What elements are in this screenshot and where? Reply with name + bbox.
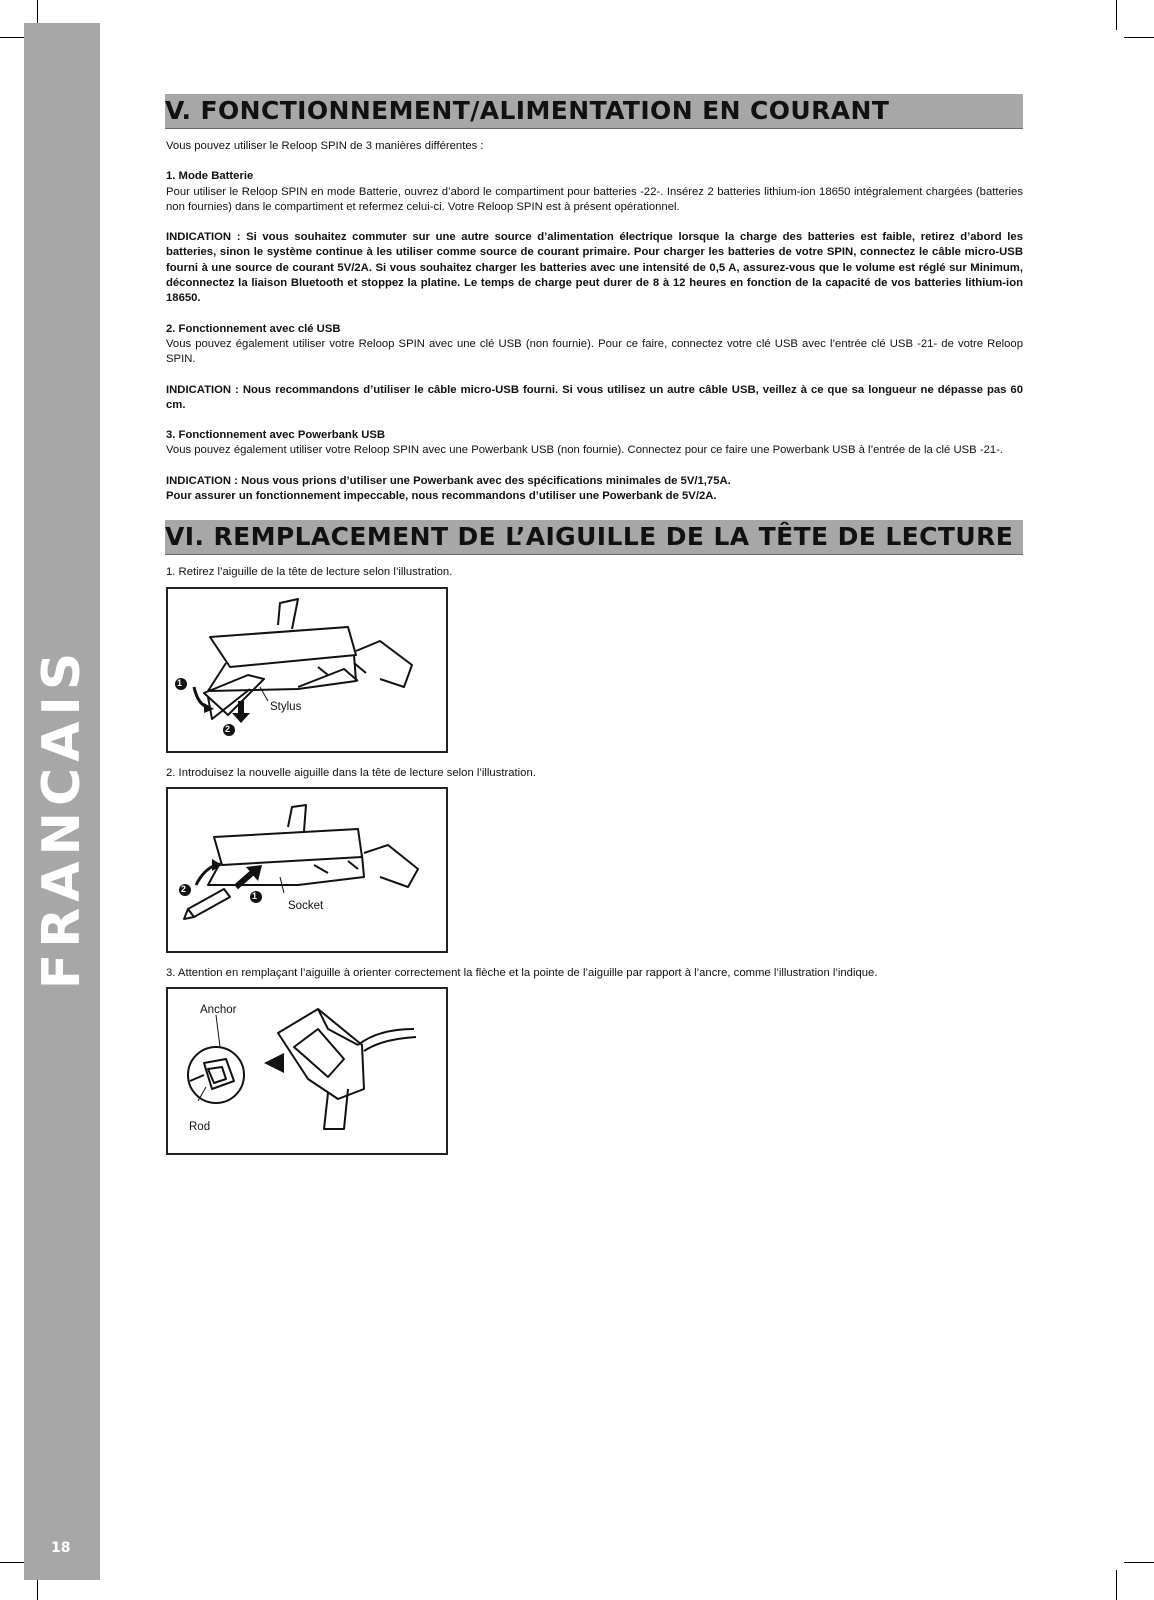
step-2-text: 2. Introduisez la nouvelle aiguille dans la tête de lecture selon l’illustration. [166, 766, 536, 779]
step-marker-1: 1 [252, 890, 258, 901]
stylus-label: Stylus [270, 700, 302, 713]
intro-text: Vous pouvez utiliser le Reloop SPIN de 3 manières différentes : [166, 140, 484, 152]
section-title: VI. REMPLACEMENT DE L’AIGUILLE DE LA TÊTE DE LECTURE [165, 522, 1014, 552]
step-marker-2: 2 [225, 723, 231, 734]
powerbank-heading: 3. Fonctionnement avec Powerbank USB [166, 429, 386, 442]
section-header-vi [165, 520, 1023, 555]
cartridge-illustration [168, 589, 446, 751]
anchor-label: Anchor [200, 1004, 237, 1017]
stylus-insert-figure [166, 787, 448, 953]
page-number: 18 [51, 1540, 71, 1556]
stylus-removal-figure [166, 587, 448, 753]
usb-note: INDICATION : Nous recommandons d’utiliser le câble micro-USB fourni. Si vous utilisez un autre câble USB, veillez à ce que sa longueur ne dépasse pas 60 cm. [166, 383, 1023, 411]
powerbank-note: INDICATION : Nous vous prions d’utiliser une Powerbank avec des spécifications minimales de 5V/1,75A. [166, 474, 731, 487]
crop-mark [1124, 1562, 1154, 1563]
language-label: FRANCAIS [32, 646, 92, 990]
usb-heading: 2. Fonctionnement avec clé USB [166, 322, 341, 335]
anchor-alignment-figure [166, 987, 448, 1155]
crop-mark [1116, 0, 1117, 30]
step-marker-1: 1 [177, 677, 183, 688]
language-sidebar [24, 23, 100, 1580]
step-3-text: 3. Attention en remplaçant l’aiguille à orienter correctement la flèche et la pointe de l’aiguille par rapport à l’ancre, comme l’illustration l’indique. [166, 966, 878, 979]
battery-note: INDICATION : Si vous souhaitez commuter sur une autre source d’alimentation électrique lorsque la charge des batteries est faible, retirez d’abord les batteries, sinon le système continue à les utiliser comme source de courant primaire. Pour charger les batteries de votre SPIN, connectez le câble micro-USB fourni à une source de courant 5V/2A. Si vous souhaitez charger les batteries avec une intensité de 0,5 A, assurez-vous que le volume est réglé sur Minimum, déconnectez la liaison Bluetooth et stoppez la platine. Le temps de charge peut durer de 8 à 12 heures en fonction de la capacité de vos batteries lithium-ion 18650. [166, 231, 1023, 305]
powerbank-note: Pour assurer un fonctionnement impeccable, nous recommandons d’utiliser une Powerbank de 5V/2A. [166, 490, 717, 503]
crop-mark [1124, 37, 1154, 38]
battery-text: Pour utiliser le Reloop SPIN en mode Batterie, ouvrez d’abord le compartiment pour batteries -22-. Insérez 2 batteries lithium-ion 18650 intégralement chargées (batteries non fournies) dans le compartiment et refermez celui-ci. Votre Reloop SPIN est à présent opérationnel. [166, 185, 1023, 213]
rod-label: Rod [189, 1121, 211, 1134]
page-content [166, 94, 1023, 1155]
section-header-v [165, 94, 1023, 129]
cartridge-illustration [168, 789, 446, 951]
step-1-text: 1. Retirez l’aiguille de la tête de lecture selon l’illustration. [166, 566, 453, 579]
usb-text: Vous pouvez également utiliser votre Reloop SPIN avec une clé USB (non fournie). Pour ce faire, connectez votre clé USB avec l’entrée clé USB -21- de votre Reloop SPIN. [166, 337, 1023, 366]
section-title: V. FONCTIONNEMENT/ALIMENTATION EN COURANT [165, 96, 890, 125]
powerbank-text: Vous pouvez également utiliser votre Reloop SPIN avec une Powerbank USB (non fournie). Connectez pour ce faire une Powerbank USB à l’entrée de la clé USB -21-. [166, 444, 1004, 457]
crop-mark [1116, 1570, 1117, 1600]
battery-heading: 1. Mode Batterie [166, 170, 254, 183]
socket-label: Socket [288, 899, 324, 912]
step-marker-2: 2 [181, 883, 187, 894]
